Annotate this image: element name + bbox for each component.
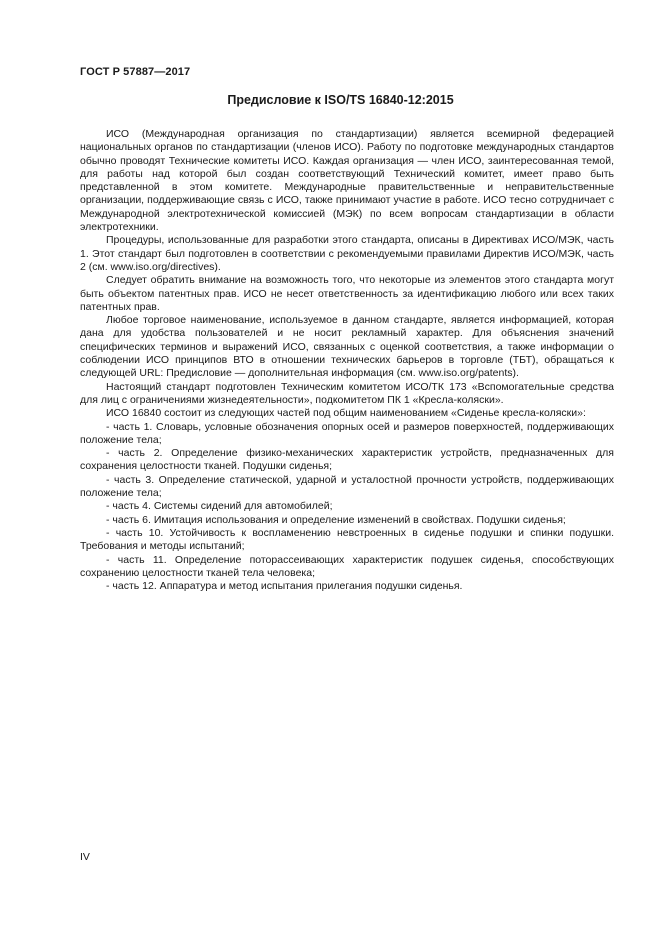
list-item: - часть 1. Словарь, условные обозначения опорных осей и размеров поверхностей, поддерживающих положение тела; xyxy=(80,420,614,446)
paragraph-patents: Следует обратить внимание на возможность того, что некоторые из элементов этого стандарта могут быть объектом патентных прав. ИСО не несет ответственность за идентификацию любого или всех таких патентных прав. xyxy=(80,274,614,313)
list-item: - часть 3. Определение статической, ударной и усталостной прочности устройств, поддерживающих положение тела; xyxy=(80,473,614,500)
paragraph-parts-intro: ИСО 16840 состоит из следующих частей под общим наименованием «Сиденье кресла-коляски»: xyxy=(106,407,586,420)
paragraph-trade-names: Любое торговое наименование, используемое в данном стандарте, является информацией, которая дана для удобства пользователей и не носит рекламный характер. Для объяснения значений специфических терминов и выражений ИСО, связанных с оценкой соответствия, а также информации о соблюдении ИСО принципов ВТО в отношении технических барьеров в торговле (ТБТ), обращаться к следующей URL: Предисловие — дополнительная информация (см. www.iso.org/patents). xyxy=(80,314,614,380)
body-text xyxy=(80,128,614,593)
list-item: - часть 10. Устойчивость к воспламенению невстроенных в сиденье подушки и спинки подушки. Требования и методы испытаний; xyxy=(80,526,614,553)
list-item: - часть 12. Аппаратура и метод испытания прилегания подушки сиденья. xyxy=(106,580,463,593)
section-title: Предисловие к ISO/TS 16840-12:2015 xyxy=(227,93,454,107)
paragraph-iso-intro: ИСО (Международная организация по стандартизации) является всемирной федерацией национальных органов по стандартизации (членов ИСО). Работу по подготовке международных стандартов обычно проводят Технические комитеты ИСО. Каждая организация — член ИСО, заинтересованная темой, для работы над которой был создан соответствующий Технический комитет, имеет право быть представленной в этом комитете. Международные правительственные и неправительственные организации, поддерживающие связь с ИСО, также принимают участие в работе. ИСО тесно сотрудничает с Международной электротехнической комиссией (МЭК) по всем вопросам стандартизации в области электротехники. xyxy=(80,128,614,234)
document-header: ГОСТ Р 57887—2017 xyxy=(80,66,191,78)
list-item: - часть 6. Имитация использования и определение изменений в свойствах. Подушки сиденья; xyxy=(106,513,566,526)
paragraph-committee: Настоящий стандарт подготовлен Техническим комитетом ИСО/ТК 173 «Вспомогательные средства для лиц с ограничениями жизнедеятельности», подкомитетом ПК 1 «Кресла-коляски». xyxy=(80,380,614,406)
page-number: IV xyxy=(80,851,90,863)
paragraph-procedures: Процедуры, использованные для разработки этого стандарта, описаны в Директивах ИСО/МЭК, часть 1. Этот стандарт был подготовлен в соответствии с рекомендуемыми правилами Директив ИСО/МЭК, часть 2 (см. www.iso.org/directives). xyxy=(80,234,614,273)
list-item: - часть 4. Системы сидений для автомобилей; xyxy=(106,500,333,513)
list-item: - часть 11. Определение поторассеивающих характеристик подушек сиденья, способствующих сохранению целостности тканей тела человека; xyxy=(80,553,614,579)
list-item: - часть 2. Определение физико-механических характеристик устройств, предназначенных для сохранения целостности тканей. Подушки сиденья; xyxy=(80,447,614,473)
